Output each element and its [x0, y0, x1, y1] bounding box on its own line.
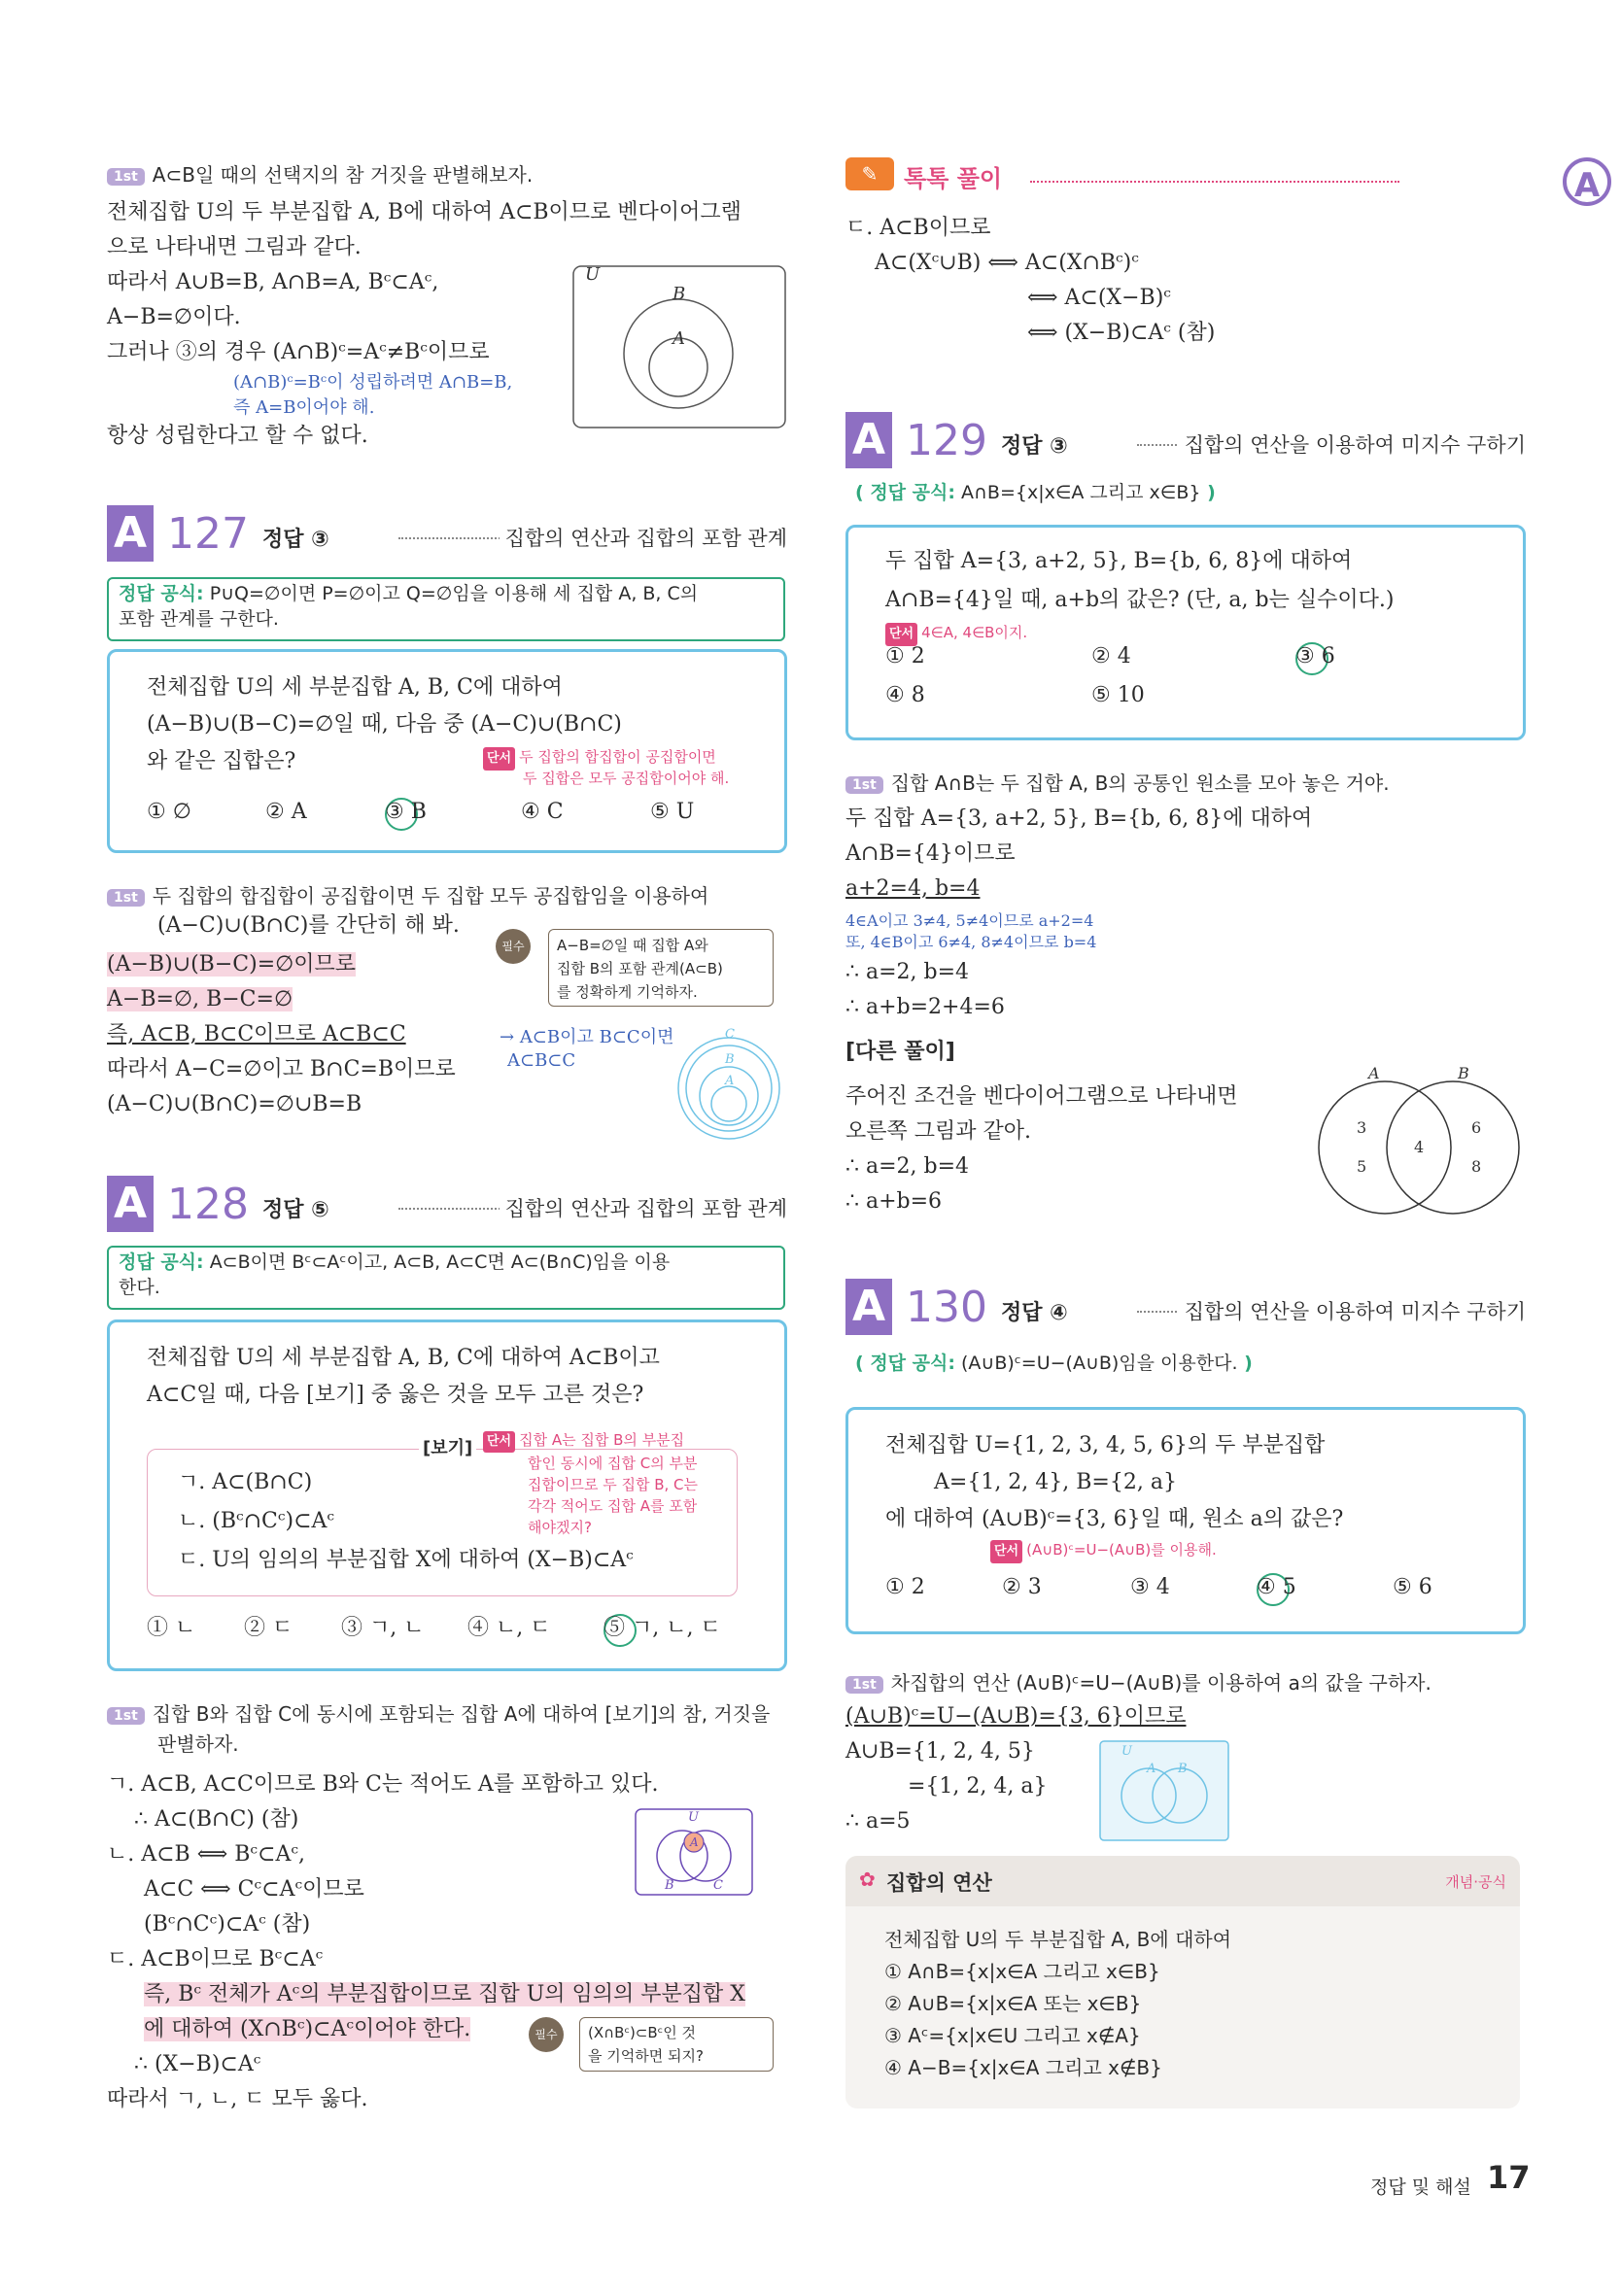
choice: ④ 8 — [885, 683, 925, 707]
solution-130-heading — [845, 1667, 1431, 1696]
choice: ① 2 — [885, 644, 925, 668]
solution-line-text: A−B=∅, B−C=∅ — [107, 987, 293, 1011]
formula-text: P∪Q=∅이면 P=∅이고 Q=∅임을 이용해 세 집합 A, B, C의 — [209, 583, 699, 604]
solution-heading-text: 집합 A∩B는 두 집합 A, B의 공통인 원소를 모아 놓은 거야. — [890, 771, 1390, 795]
arrow-note: → A⊂B이고 B⊂C이면 — [500, 1027, 674, 1047]
question-number: 130 — [906, 1283, 987, 1332]
problem-line: A∩B={4}일 때, a+b의 값은? (단, a, b는 실수이다.) — [885, 588, 1395, 612]
question-130-header — [845, 1279, 1526, 1339]
problem-line: 전체집합 U의 세 부분집합 A, B, C에 대하여 A⊂B이고 — [147, 1346, 660, 1370]
step-badge: 1st — [107, 168, 145, 186]
intro-line: A−B=∅이다. — [107, 305, 241, 329]
problem-line: 와 같은 집합은? — [147, 749, 296, 773]
venn-label-a: A — [725, 1074, 735, 1088]
solution-note: 또, 4∈B이고 6≠4, 8≠4이므로 b=4 — [845, 933, 1097, 951]
solution-line: (Bᶜ∩Cᶜ)⊂Aᶜ (참) — [144, 1912, 311, 1936]
choice: ④ ㄴ, ㄷ — [467, 1616, 551, 1640]
choice: ① 2 — [885, 1575, 925, 1599]
solution-line: ∴ a=5 — [845, 1809, 911, 1833]
alt-line: A⊂(Xᶜ∪B) ⟺ A⊂(X∩Bᶜ)ᶜ — [875, 251, 1139, 275]
alt-solution-label: 톡톡 풀이 — [904, 165, 1003, 192]
formula-text: A⊂B이면 Bᶜ⊂Aᶜ이고, A⊂B, A⊂C면 A⊂(B∩C)임을 이용 — [209, 1251, 671, 1273]
venn-label-b: B — [665, 1878, 674, 1893]
choice: ③ B — [385, 800, 427, 824]
solution-line: ={1, 2, 4, a} — [908, 1774, 1048, 1799]
question-128-header — [107, 1176, 787, 1236]
venn-label-a: A — [690, 1835, 699, 1849]
choice: ③ 4 — [1130, 1575, 1170, 1599]
question-level-badge: A — [107, 1176, 154, 1232]
solution-line — [107, 950, 356, 979]
intro-note: 즉 A=B이어야 해. — [233, 397, 375, 418]
venn-label-b: B — [725, 1052, 735, 1067]
step-badge: 1st — [845, 1676, 883, 1694]
hint-text: 집합 A는 집합 B의 부분집 — [519, 1431, 685, 1449]
hint-text: (A∪B)ᶜ=U−(A∪B)를 이용해. — [1026, 1541, 1217, 1559]
arrow-note-text: A⊂B이고 B⊂C이면 — [519, 1027, 674, 1047]
hint-text: 두 집합은 모두 공집합이어야 해. — [523, 770, 730, 787]
bogi-item: ㄴ. (Bᶜ∩Cᶜ)⊂Aᶜ — [178, 1509, 335, 1533]
solution-line-text: 즉, Bᶜ 전체가 Aᶜ의 부분집합이므로 집합 U의 임의의 부분집합 X — [144, 1982, 745, 2006]
step-badge: 1st — [107, 1707, 145, 1725]
footer-label: 정답 및 해설 — [1370, 2176, 1471, 2198]
formula-line: ( 정답 공식: A∩B={x|x∈A 그리고 x∈B} ) — [855, 482, 1216, 503]
choice: ① ㄴ — [147, 1616, 196, 1640]
concept-tag: 개념·공식 — [1445, 1873, 1506, 1891]
hint-text: 각각 적어도 집합 A를 포함 — [528, 1497, 698, 1515]
choice: ⑤ U — [650, 800, 695, 824]
solution-line: ∴ A⊂(B∩C) (참) — [134, 1807, 299, 1832]
problem-line: 두 집합 A={3, a+2, 5}, B={b, 6, 8}에 대하여 — [885, 549, 1353, 573]
hint-text: 두 집합의 합집합이 공집합이면 — [519, 748, 716, 766]
question-level-badge: A — [845, 412, 892, 468]
venn-diagram-130 — [1098, 1739, 1230, 1842]
question-number: 129 — [906, 416, 987, 465]
concept-line: 전체집합 U의 두 부분집합 A, B에 대하여 — [884, 1928, 1232, 1951]
problem-130-box — [845, 1407, 1526, 1634]
choice: ④ C — [521, 800, 564, 824]
hint-tag: 단서 — [483, 1431, 515, 1453]
other-solution-line: 주어진 조건을 벤다이어그램으로 나타내면 — [845, 1084, 1238, 1109]
tip-line: 집합 B의 포함 관계(A⊂B) — [557, 960, 723, 977]
venn-label-a: A — [1147, 1762, 1156, 1776]
question-number: 128 — [167, 1180, 249, 1229]
answer-label: 정답 ④ — [1001, 1296, 1074, 1326]
problem-129-box — [845, 525, 1526, 740]
solution-line: A⊂C ⟺ Cᶜ⊂Aᶜ이므로 — [144, 1877, 364, 1902]
solution-heading-text: 차집합의 연산 (A∪B)ᶜ=U−(A∪B)를 이용하여 a의 값을 구하자. — [890, 1671, 1431, 1695]
pencil-icon: ✎ — [845, 157, 894, 190]
intro-line: 으로 나타내면 그림과 같다. — [107, 235, 362, 259]
venn-label-b: B — [1458, 1065, 1469, 1082]
solution-line: (A∪B)ᶜ=U−(A∪B)={3, 6}이므로 — [845, 1704, 1187, 1729]
formula-line — [119, 581, 698, 606]
step-badge: 1st — [845, 776, 883, 794]
topic-label: 집합의 연산과 집합의 포함 관계 — [500, 523, 787, 552]
solution-line: 따라서 ㄱ, ㄴ, ㄷ 모두 옳다. — [107, 2087, 368, 2111]
formula-box — [107, 1246, 785, 1310]
other-solution-line: ∴ a+b=6 — [845, 1189, 943, 1214]
choice: ④ 5 — [1257, 1575, 1296, 1599]
solution-heading-text: 두 집합의 합집합이 공집합이면 두 집합 모두 공집합임을 이용하여 — [152, 884, 709, 908]
choice: ③ 6 — [1295, 644, 1335, 668]
concept-line: ③ Aᶜ={x|x∈U 그리고 x∉A} — [884, 2024, 1141, 2047]
intro-line: 전체집합 U의 두 부분집합 A, B에 대하여 A⊂B이므로 벤다이어그램 — [107, 200, 742, 224]
question-level-badge: A — [107, 505, 154, 562]
problem-127-box — [107, 649, 787, 853]
alt-line: ⟺ A⊂(X−B)ᶜ — [1027, 286, 1171, 310]
venn-label-a: A — [673, 328, 685, 349]
solution-line: A∩B={4}이므로 — [845, 841, 1016, 866]
venn-label-c: C — [713, 1878, 723, 1893]
hint-text: 4∈A, 4∈B이지. — [921, 624, 1028, 641]
concept-line: ① A∩B={x|x∈A 그리고 x∈B} — [884, 1960, 1160, 1983]
venn-element: 4 — [1414, 1138, 1425, 1156]
venn-element: 5 — [1357, 1157, 1367, 1176]
formula-box — [107, 577, 785, 641]
question-number: 127 — [167, 509, 249, 559]
solution-line — [144, 2015, 470, 2044]
solution-line: ∴ a+b=2+4=6 — [845, 995, 1005, 1019]
solution-line: ㄴ. A⊂B ⟺ Bᶜ⊂Aᶜ, — [107, 1842, 305, 1867]
solution-line: 두 집합 A={3, a+2, 5}, B={b, 6, 8}에 대하여 — [845, 806, 1313, 831]
hint — [483, 1429, 716, 1453]
choice: ⑤ ㄱ, ㄴ, ㄷ — [604, 1616, 721, 1640]
choice: ③ ㄱ, ㄴ — [341, 1616, 425, 1640]
problem-line: A⊂C일 때, 다음 [보기] 중 옳은 것을 모두 고른 것은? — [147, 1383, 644, 1407]
solution-heading-text: 집합 B와 집합 C에 동시에 포함되는 집합 A에 대하여 [보기]의 참, 거짓을 — [152, 1702, 771, 1726]
formula-text: A∩B={x|x∈A 그리고 x∈B} — [961, 482, 1201, 503]
formula-line — [119, 1250, 670, 1275]
hint-text: 합인 동시에 집합 C의 부분 — [528, 1455, 698, 1472]
venn-label-a: A — [1368, 1065, 1380, 1082]
tip-box — [548, 929, 774, 1007]
solution-line-text: 에 대하여 (X∩Bᶜ)⊂Aᶜ이어야 한다. — [144, 2017, 471, 2041]
concept-box — [845, 1856, 1520, 2108]
formula-line: ( 정답 공식: (A∪B)ᶜ=U−(A∪B)임을 이용한다. ) — [855, 1353, 1253, 1374]
bogi-item: ㄷ. U의 임의의 부분집합 X에 대하여 (X−B)⊂Aᶜ — [178, 1548, 634, 1572]
solution-127-heading — [107, 880, 708, 908]
solution-line: ∴ (X−B)⊂Aᶜ — [134, 2052, 261, 2076]
problem-line: (A−B)∪(B−C)=∅일 때, 다음 중 (A−C)∪(B∩C) — [147, 712, 622, 737]
solution-note: 4∈A이고 3≠4, 5≠4이므로 a+2=4 — [845, 911, 1094, 930]
concept-line: ④ A−B={x|x∈A 그리고 x∉B} — [884, 2056, 1162, 2079]
solution-line: A∪B={1, 2, 4, 5} — [845, 1739, 1035, 1764]
alt-solution-rule — [1030, 181, 1399, 183]
venn-label-u: U — [1121, 1744, 1132, 1759]
choice: ② A — [265, 800, 307, 824]
bogi-label: [보기] — [419, 1437, 476, 1460]
solution-line — [107, 985, 293, 1014]
choice: ② ㄷ — [244, 1616, 293, 1640]
venn-diagram-intro — [571, 264, 787, 429]
hint-tag: 단서 — [990, 1540, 1022, 1563]
other-solution-label: [다른 풀이] — [845, 1040, 955, 1064]
solution-129-heading — [845, 768, 1390, 796]
problem-line: 전체집합 U={1, 2, 3, 4, 5, 6}의 두 부분집합 — [885, 1433, 1326, 1457]
solution-line: ∴ a=2, b=4 — [845, 960, 970, 984]
venn-diagram-128 — [634, 1807, 754, 1897]
problem-128-box — [107, 1319, 787, 1671]
alt-line: ⟺ (X−B)⊂Aᶜ (참) — [1027, 321, 1216, 345]
topic-label: 집합의 연산을 이용하여 미지수 구하기 — [1179, 429, 1526, 459]
formula-line: 포함 관계를 구한다. — [119, 608, 279, 630]
question-129-header — [845, 412, 1526, 472]
answer-label: 정답 ③ — [1001, 429, 1074, 460]
venn-element: 6 — [1471, 1118, 1482, 1137]
concept-body — [884, 1924, 1506, 2084]
alt-line: ㄷ. A⊂B이므로 — [845, 216, 991, 240]
arrow-note-text: A⊂B⊂C — [507, 1050, 576, 1071]
choice: ① ∅ — [147, 800, 191, 824]
intro-line: 그러나 ③의 경우 (A∩B)ᶜ=Aᶜ≠Bᶜ이므로 — [107, 340, 490, 364]
topic-label: 집합의 연산을 이용하여 미지수 구하기 — [1179, 1296, 1526, 1325]
topic-label: 집합의 연산과 집합의 포함 관계 — [500, 1193, 787, 1222]
problem-line: A={1, 2, 4}, B={2, a} — [934, 1470, 1177, 1494]
formula-label: 정답 공식: — [870, 1353, 955, 1374]
formula-line: 한다. — [119, 1277, 160, 1298]
solution-line: 즉, A⊂B, B⊂C이므로 A⊂B⊂C — [107, 1022, 406, 1046]
problem-line: 에 대하여 (A∪B)ᶜ={3, 6}일 때, 원소 a의 값은? — [885, 1507, 1344, 1531]
venn-diagram-129 — [1312, 1065, 1526, 1220]
intro-line: 항상 성립한다고 할 수 없다. — [107, 424, 368, 448]
page-number: 17 — [1487, 2159, 1531, 2196]
answer-label: 정답 ⑤ — [262, 1193, 335, 1223]
choice: ② 3 — [1002, 1575, 1042, 1599]
tip-badge: 필수 — [529, 2017, 564, 2052]
venn-label-u: U — [688, 1810, 699, 1825]
venn-label-u: U — [585, 264, 601, 285]
solution-line: ㄷ. A⊂B이므로 Bᶜ⊂Aᶜ — [107, 1947, 324, 1971]
solution-128-heading — [107, 1698, 770, 1727]
intro-line: 따라서 A∪B=B, A∩B=A, Bᶜ⊂Aᶜ, — [107, 270, 439, 294]
formula-label: 정답 공식: — [870, 482, 955, 503]
tip-box — [579, 2017, 774, 2072]
solution-line: a+2=4, b=4 — [845, 876, 981, 901]
question-level-badge: A — [845, 1279, 892, 1335]
solution-heading-text: 판별하자. — [157, 1732, 239, 1756]
choice: ⑤ 6 — [1393, 1575, 1432, 1599]
formula-label: 정답 공식: — [119, 583, 204, 604]
venn-label-b: B — [673, 284, 686, 304]
hint-tag: 단서 — [483, 747, 515, 771]
problem-line: 전체집합 U의 세 부분집합 A, B, C에 대하여 — [147, 675, 563, 700]
hint-text: 해야겠지? — [528, 1519, 592, 1536]
hint — [990, 1538, 1217, 1563]
formula-text: (A∪B)ᶜ=U−(A∪B)임을 이용한다. — [961, 1353, 1238, 1374]
tip-line: 를 정확하게 기억하자. — [557, 983, 698, 1001]
venn-label-c: C — [725, 1027, 735, 1042]
intro-heading-text: A⊂B일 때의 선택지의 참 거짓을 판별해보자. — [152, 163, 534, 187]
solution-line — [144, 1980, 745, 2009]
tip-line: A−B=∅일 때 집합 A와 — [557, 937, 708, 954]
venn-element: 8 — [1471, 1157, 1482, 1176]
concept-line: ② A∪B={x|x∈A 또는 x∈B} — [884, 1992, 1142, 2015]
flower-icon: ✿ — [859, 1868, 876, 1891]
venn-element: 3 — [1357, 1118, 1367, 1137]
choice: ② 4 — [1091, 644, 1131, 668]
solution-line: 따라서 A−C=∅이고 B∩C=B이므로 — [107, 1057, 456, 1081]
hint-text: 집합이므로 두 집합 B, C는 — [528, 1476, 699, 1493]
step-badge: 1st — [107, 889, 145, 907]
other-solution-line: 오른쪽 그림과 같아. — [845, 1119, 1031, 1144]
solution-line-text: (A−B)∪(B−C)=∅이므로 — [107, 952, 357, 977]
intro-note: (A∩B)ᶜ=Bᶜ이 성립하려면 A∩B=B, — [233, 372, 513, 393]
bogi-item: ㄱ. A⊂(B∩C) — [178, 1470, 313, 1494]
side-tab: A — [1563, 157, 1611, 206]
venn-diagram-nested — [671, 1026, 787, 1143]
formula-label: 정답 공식: — [119, 1251, 204, 1273]
other-solution-line: ∴ a=2, b=4 — [845, 1154, 970, 1179]
tip-line: (X∩Bᶜ)⊂Bᶜ인 것 — [588, 2024, 696, 2041]
hint-tag: 단서 — [885, 623, 917, 646]
question-127-header — [107, 505, 787, 565]
choice: ⑤ 10 — [1091, 683, 1145, 707]
solution-line: ㄱ. A⊂B, A⊂C이므로 B와 C는 적어도 A를 포함하고 있다. — [107, 1772, 659, 1797]
concept-title: 집합의 연산 — [886, 1871, 992, 1895]
intro-heading — [107, 159, 533, 188]
tip-badge: 필수 — [496, 929, 531, 964]
solution-line: (A−C)∪(B∩C)=∅∪B=B — [107, 1092, 362, 1116]
solution-heading-text: (A−C)∪(B∩C)를 간단히 해 봐. — [157, 913, 460, 938]
tip-line: 을 기억하면 되지? — [588, 2047, 704, 2065]
venn-label-b: B — [1178, 1762, 1188, 1776]
answer-label: 정답 ③ — [262, 523, 335, 553]
